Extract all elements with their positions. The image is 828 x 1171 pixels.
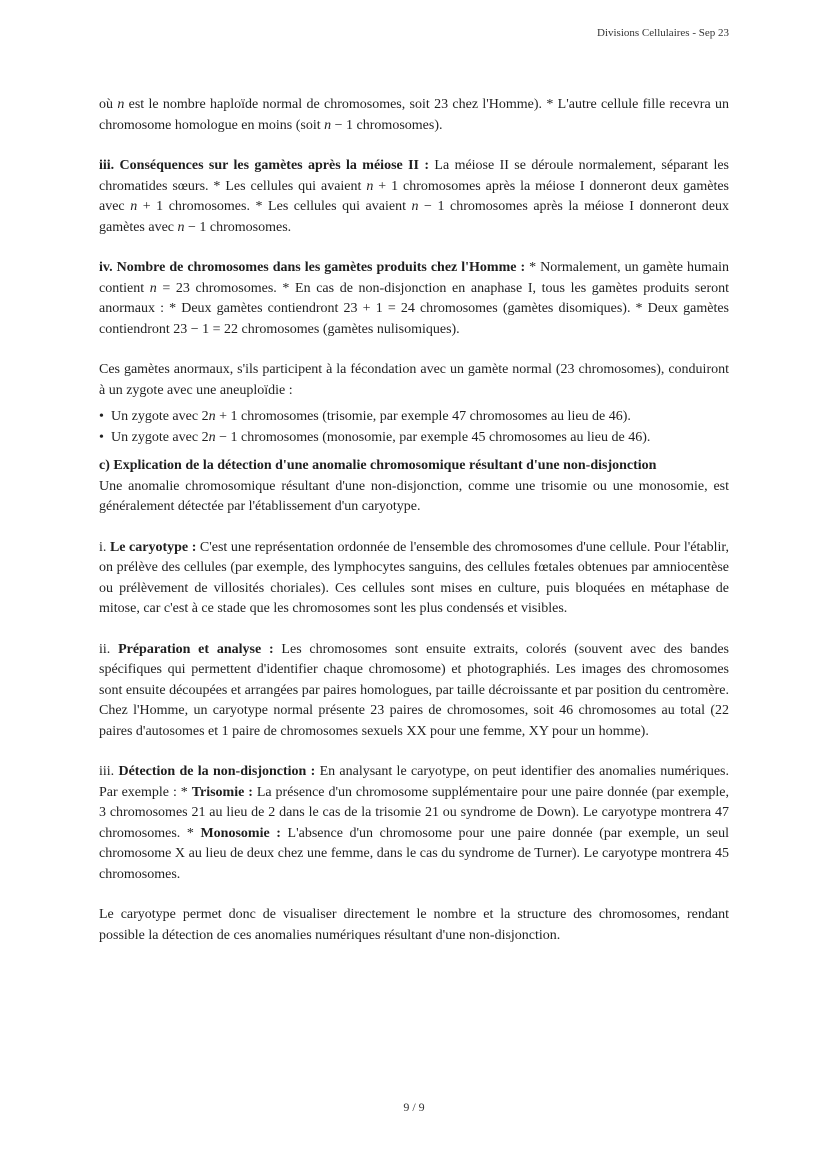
list-item: • Un zygote avec 2n − 1 chromosomes (monosomie, par exemple 45 chromosomes au lieu de 46).: [111, 428, 729, 449]
paragraph-lead: Préparation et analyse :: [118, 641, 274, 657]
paragraph-lead: iii. Conséquences sur les gamètes après la méiose II :: [99, 158, 430, 173]
paragraph-conclusion: Le caryotype permet donc de visualiser directement le nombre et la structure des chromosomes, rendant possible la détection de ces anomalies numériques résultant d'une non-disjonction.: [99, 907, 729, 943]
paragraph-karyotype: i. Le caryotype : C'est une représentation ordonnée de l'ensemble des chromosomes d'une cellule. Pour l'établir, on prélève des cellules (par exemple, des lymphocytes sanguins, des cellules fœtales obtenues par amniocentèse ou prélèvement de villosités choriales). Ces cellules sont mises en culture, puis bloquées en métaphase de mitose, car c'est à ce stade que les chromosomes sont les plus condensés et visibles.: [99, 539, 730, 616]
page-number: 9 / 9: [403, 1100, 425, 1114]
paragraph-lead: iv. Nombre de chromosomes dans les gamètes produits chez l'Homme :: [99, 260, 526, 275]
section-heading: c) Explication de la détection d'une anomalie chromosomique résultant d'une non-disjonction: [99, 458, 657, 473]
paragraph-chromosome-count: iv. Nombre de chromosomes dans les gamètes produits chez l'Homme : * Normalement, un gamète humain contient n = 23 chromosomes. * En cas de non-disjonction en anaphase I, tous les gamètes produits seront anormaux : * Deux gamètes contiendront 23 + 1 = 24 chromosomes (gamètes disomiques). * Deux gamètes contiendront 23 − 1 = 22 chromosomes (gamètes nulisomiques).: [99, 260, 730, 337]
paragraph-detection: iii. Détection de la non-disjonction : En analysant le caryotype, on peut identifier des anomalies numériques. Par exemple : * Trisomie : La présence d'un chromosome supplémentaire pour une paire donnée (par exemple, 3 chromosomes 21 au lieu de 2 dans le cas de la trisomie 21 ou syndrome de Down). Le caryotype montrera 47 chromosomes. * Monosomie : L'absence d'un chromosome pour une paire donnée (par exemple, un seul chromosome X au lieu de deux chez une femme, dans le cas du syndrome de Turner). Le caryotype montrera 45 chromosomes.: [99, 764, 730, 882]
paragraph-lead: Détection de la non-disjonction :: [118, 764, 316, 779]
section-intro: Une anomalie chromosomique résultant d'une non-disjonction, comme une trisomie ou une monosomie, est généralement détectée par l'établissement d'un caryotype.: [99, 478, 729, 514]
paragraph-aneuploidy: Ces gamètes anormaux, s'ils participent à la fécondation avec un gamète normal (23 chromosomes), conduiront à un zygote avec une aneuploïdie :: [99, 362, 729, 398]
term-trisomie: Trisomie :: [191, 784, 253, 800]
page-body: [99, 95, 729, 946]
list-item: • Un zygote avec 2n + 1 chromosomes (trisomie, par exemple 47 chromosomes au lieu de 46).: [111, 407, 729, 428]
running-header: Divisions Cellulaires - Sep 23: [597, 27, 729, 39]
zygote-list: [99, 407, 729, 448]
paragraph-preparation: ii. Préparation et analyse : Les chromosomes sont ensuite extraits, colorés (souvent avec des bandes spécifiques qui permettent d'identifier chaque chromosome) et photographiés. Les images des chromosomes sont ensuite découpées et arrangées par paires homologues, par taille décroissante et par position du centromère. Chez l'Homme, un caryotype normal présente 23 paires de chromosomes, soit 46 chromosomes au total (22 paires d'autosomes et 1 paire de chromosomes sexuels XX pour une femme, XY pour un homme).: [99, 641, 729, 739]
term-monosomie: Monosomie :: [200, 825, 281, 841]
paragraph-meiosis-ii: iii. Conséquences sur les gamètes après la méiose II : La méiose II se déroule normalement, séparant les chromatides sœurs. * Les cellules qui avaient n + 1 chromosomes après la méiose I donneront deux gamètes avec n + 1 chromosomes. * Les cellules qui avaient n − 1 chromosomes après la méiose I donneront deux gamètes avec n − 1 chromosomes.: [99, 158, 730, 235]
paragraph-haploid-note: où n est le nombre haploïde normal de chromosomes, soit 23 chez l'Homme). * L'autre cellule fille recevra un chromosome homologue en moins (soit n − 1 chromosomes).: [99, 97, 729, 133]
paragraph-lead: Le caryotype :: [109, 539, 197, 555]
